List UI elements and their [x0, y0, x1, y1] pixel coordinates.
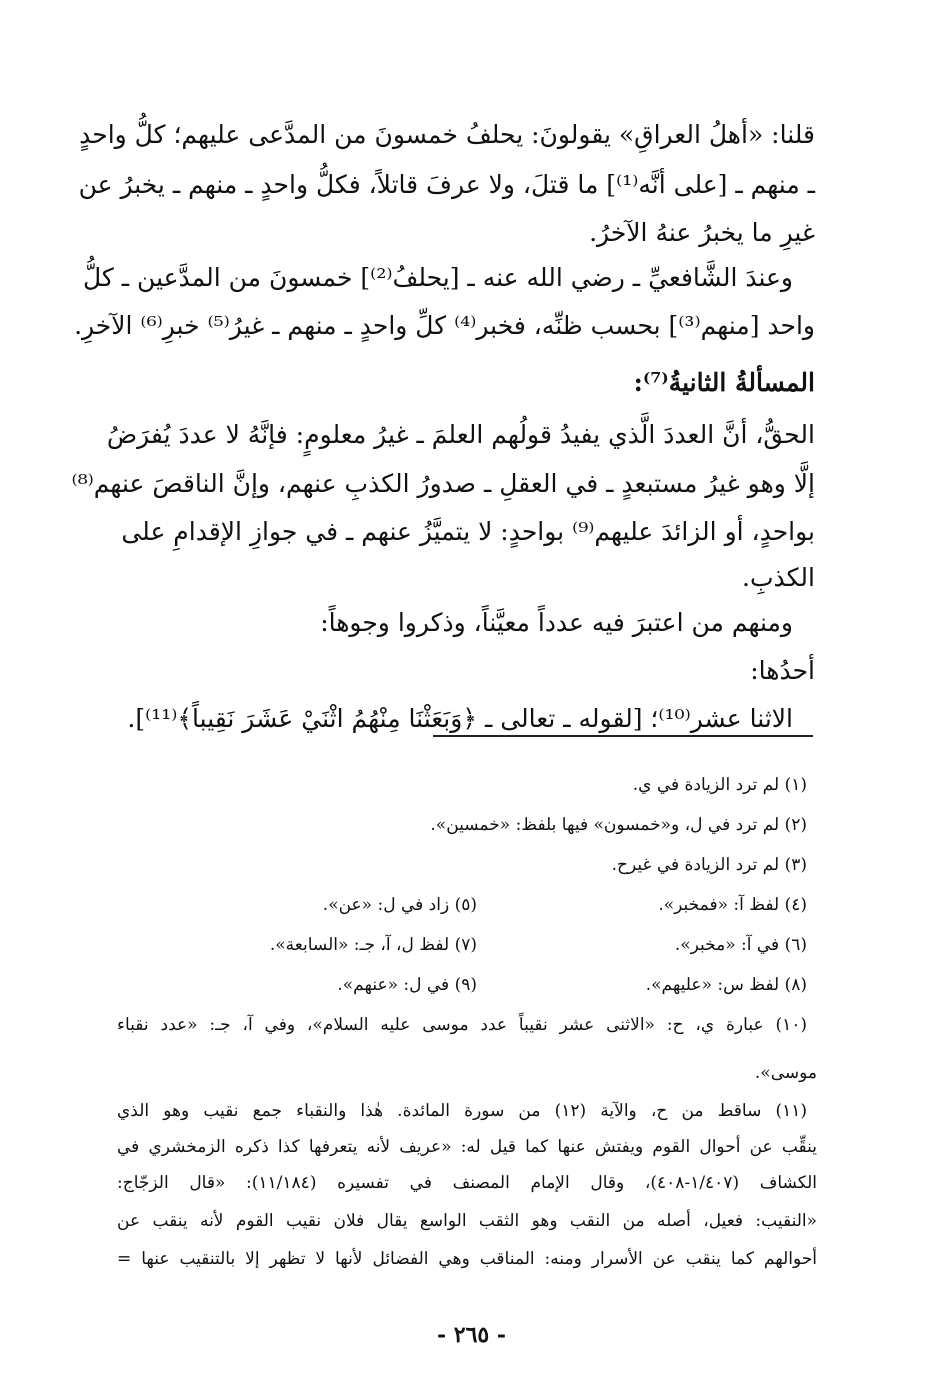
body-line-11: ومنهم من اعتبرَ فيه عدداً معيَّناً، وذكروا وجوهاً: — [320, 608, 793, 637]
section-heading: المسألةُ الثانيةُ⁽⁷⁾: — [633, 368, 815, 397]
body-line-7: الحقُّ، أنَّ العددَ الَّذي يفيدُ قولُهم العلمَ ـ غيرُ معلومٍ: فإنَّهُ لا عددَ يُفرَضُ — [106, 420, 815, 449]
body-line-9: بواحدٍ، أو الزائدَ عليهم⁽⁹⁾ بواحدٍ: لا يتميَّزُ عنهم ـ في جوازِ الإقدامِ على — [121, 517, 815, 546]
body-line-3: غيرِ ما يخبرُ عنهُ الآخرُ. — [589, 218, 815, 247]
body-line-12: أحدُها: — [750, 656, 815, 685]
footnote-10-line-2: موسى». — [754, 1063, 817, 1083]
body-line-10: الكذبِ. — [742, 563, 815, 592]
footnote-4: (٤) لفظ آ: «فمخبر». — [658, 895, 807, 915]
body-line-2: ـ منهم ـ [على أنَّه⁽¹⁾] ما قتلَ، ولا عرفَ قاتلاً، فكلُّ واحدٍ ـ منهم ـ يخبرُ عن — [78, 170, 815, 199]
footnote-separator — [433, 735, 813, 737]
footnote-10-line-1: (١٠) عبارة ي، ح: «الاثنى عشر نقيباً عدد موسى عليه السلام»، وفي آ، جـ: «عدد نقباء — [117, 1015, 807, 1035]
footnote-11-line-2: ينقِّب عن أحوال القوم ويفتش عنها كما قيل له: «عريف لأنه يتعرفها كذا ذكره الزمخشري في — [117, 1137, 817, 1157]
footnote-11-line-5: أحوالهم كما ينقب عن الأسرار ومنه: المناقب وهي الفضائل لأنها لا تظهر إلا بالتنقيب عنها = — [117, 1249, 817, 1269]
footnote-row-8-9 — [117, 972, 807, 998]
footnote-3: (٣) لم ترد الزيادة في غيرح. — [611, 855, 807, 875]
body-line-4: وعندَ الشَّافعيِّ ـ رضي الله عنه ـ [يحلفُ⁽²⁾] خمسونَ من المدَّعين ـ كلُّ — [82, 263, 793, 292]
footnote-11-line-3: الكشاف (١/٤٠٧-٤٠٨)، وقال الإمام المصنف في تفسيره (١١/١٨٤): «قال الزجّاج: — [117, 1173, 818, 1193]
footnote-11-line-4: «النقيب: فعيل، أصله من النقب وهو الثقب الواسع يقال فلان نقيب القوم لأنه ينقب عن — [117, 1211, 817, 1231]
footnote-7: (٧) لفظ ل، آ، جـ: «السابعة». — [269, 935, 477, 955]
footnote-1: (١) لم ترد الزيادة في ي. — [632, 775, 807, 795]
footnote-6: (٦) في آ: «مخبر». — [674, 935, 807, 955]
footnote-row-6-7 — [117, 932, 807, 958]
footnote-11-line-1: (١١) ساقط من ح، والآية (١٢) من سورة المائدة. هٰذا والنقباء جمع نقيب وهو الذي — [117, 1101, 808, 1121]
footnote-9: (٩) في ل: «عنهم». — [337, 975, 477, 995]
body-line-1: قلنا: «أهلُ العراقِ» يقولونَ: يحلفُ خمسونَ من المدَّعى عليهم؛ كلُّ واحدٍ — [79, 120, 815, 149]
footnote-5: (٥) زاد في ل: «عن». — [322, 895, 477, 915]
body-line-8: إلَّا وهو غيرُ مستبعدٍ ـ في العقلِ ـ صدورُ الكذبِ عنهم، وإنَّ الناقصَ عنهم⁽⁸⁾ — [71, 469, 815, 498]
page-number: - ٢٦٥ - — [436, 1322, 507, 1348]
body-line-13: الاثنا عشر⁽¹⁰⁾؛ [لقوله ـ تعالى ـ ﴿وَبَعَثْنَا مِنْهُمُ اثْنَيْ عَشَرَ نَقِيباً﴾⁽¹¹⁾]. — [127, 704, 793, 733]
footnote-2: (٢) لم ترد في ل، و«خمسون» فيها بلفظ: «خمسين». — [430, 815, 807, 835]
footnote-8: (٨) لفظ س: «عليهم». — [645, 975, 807, 995]
footnote-row-4-5 — [117, 892, 807, 918]
body-line-5: واحد [منهم⁽³⁾] بحسب ظنِّه، فخبر⁽⁴⁾ كلِّ واحدٍ ـ منهم ـ غيرُ⁽⁵⁾ خبرِ⁽⁶⁾ الآخرِ. — [74, 311, 815, 340]
